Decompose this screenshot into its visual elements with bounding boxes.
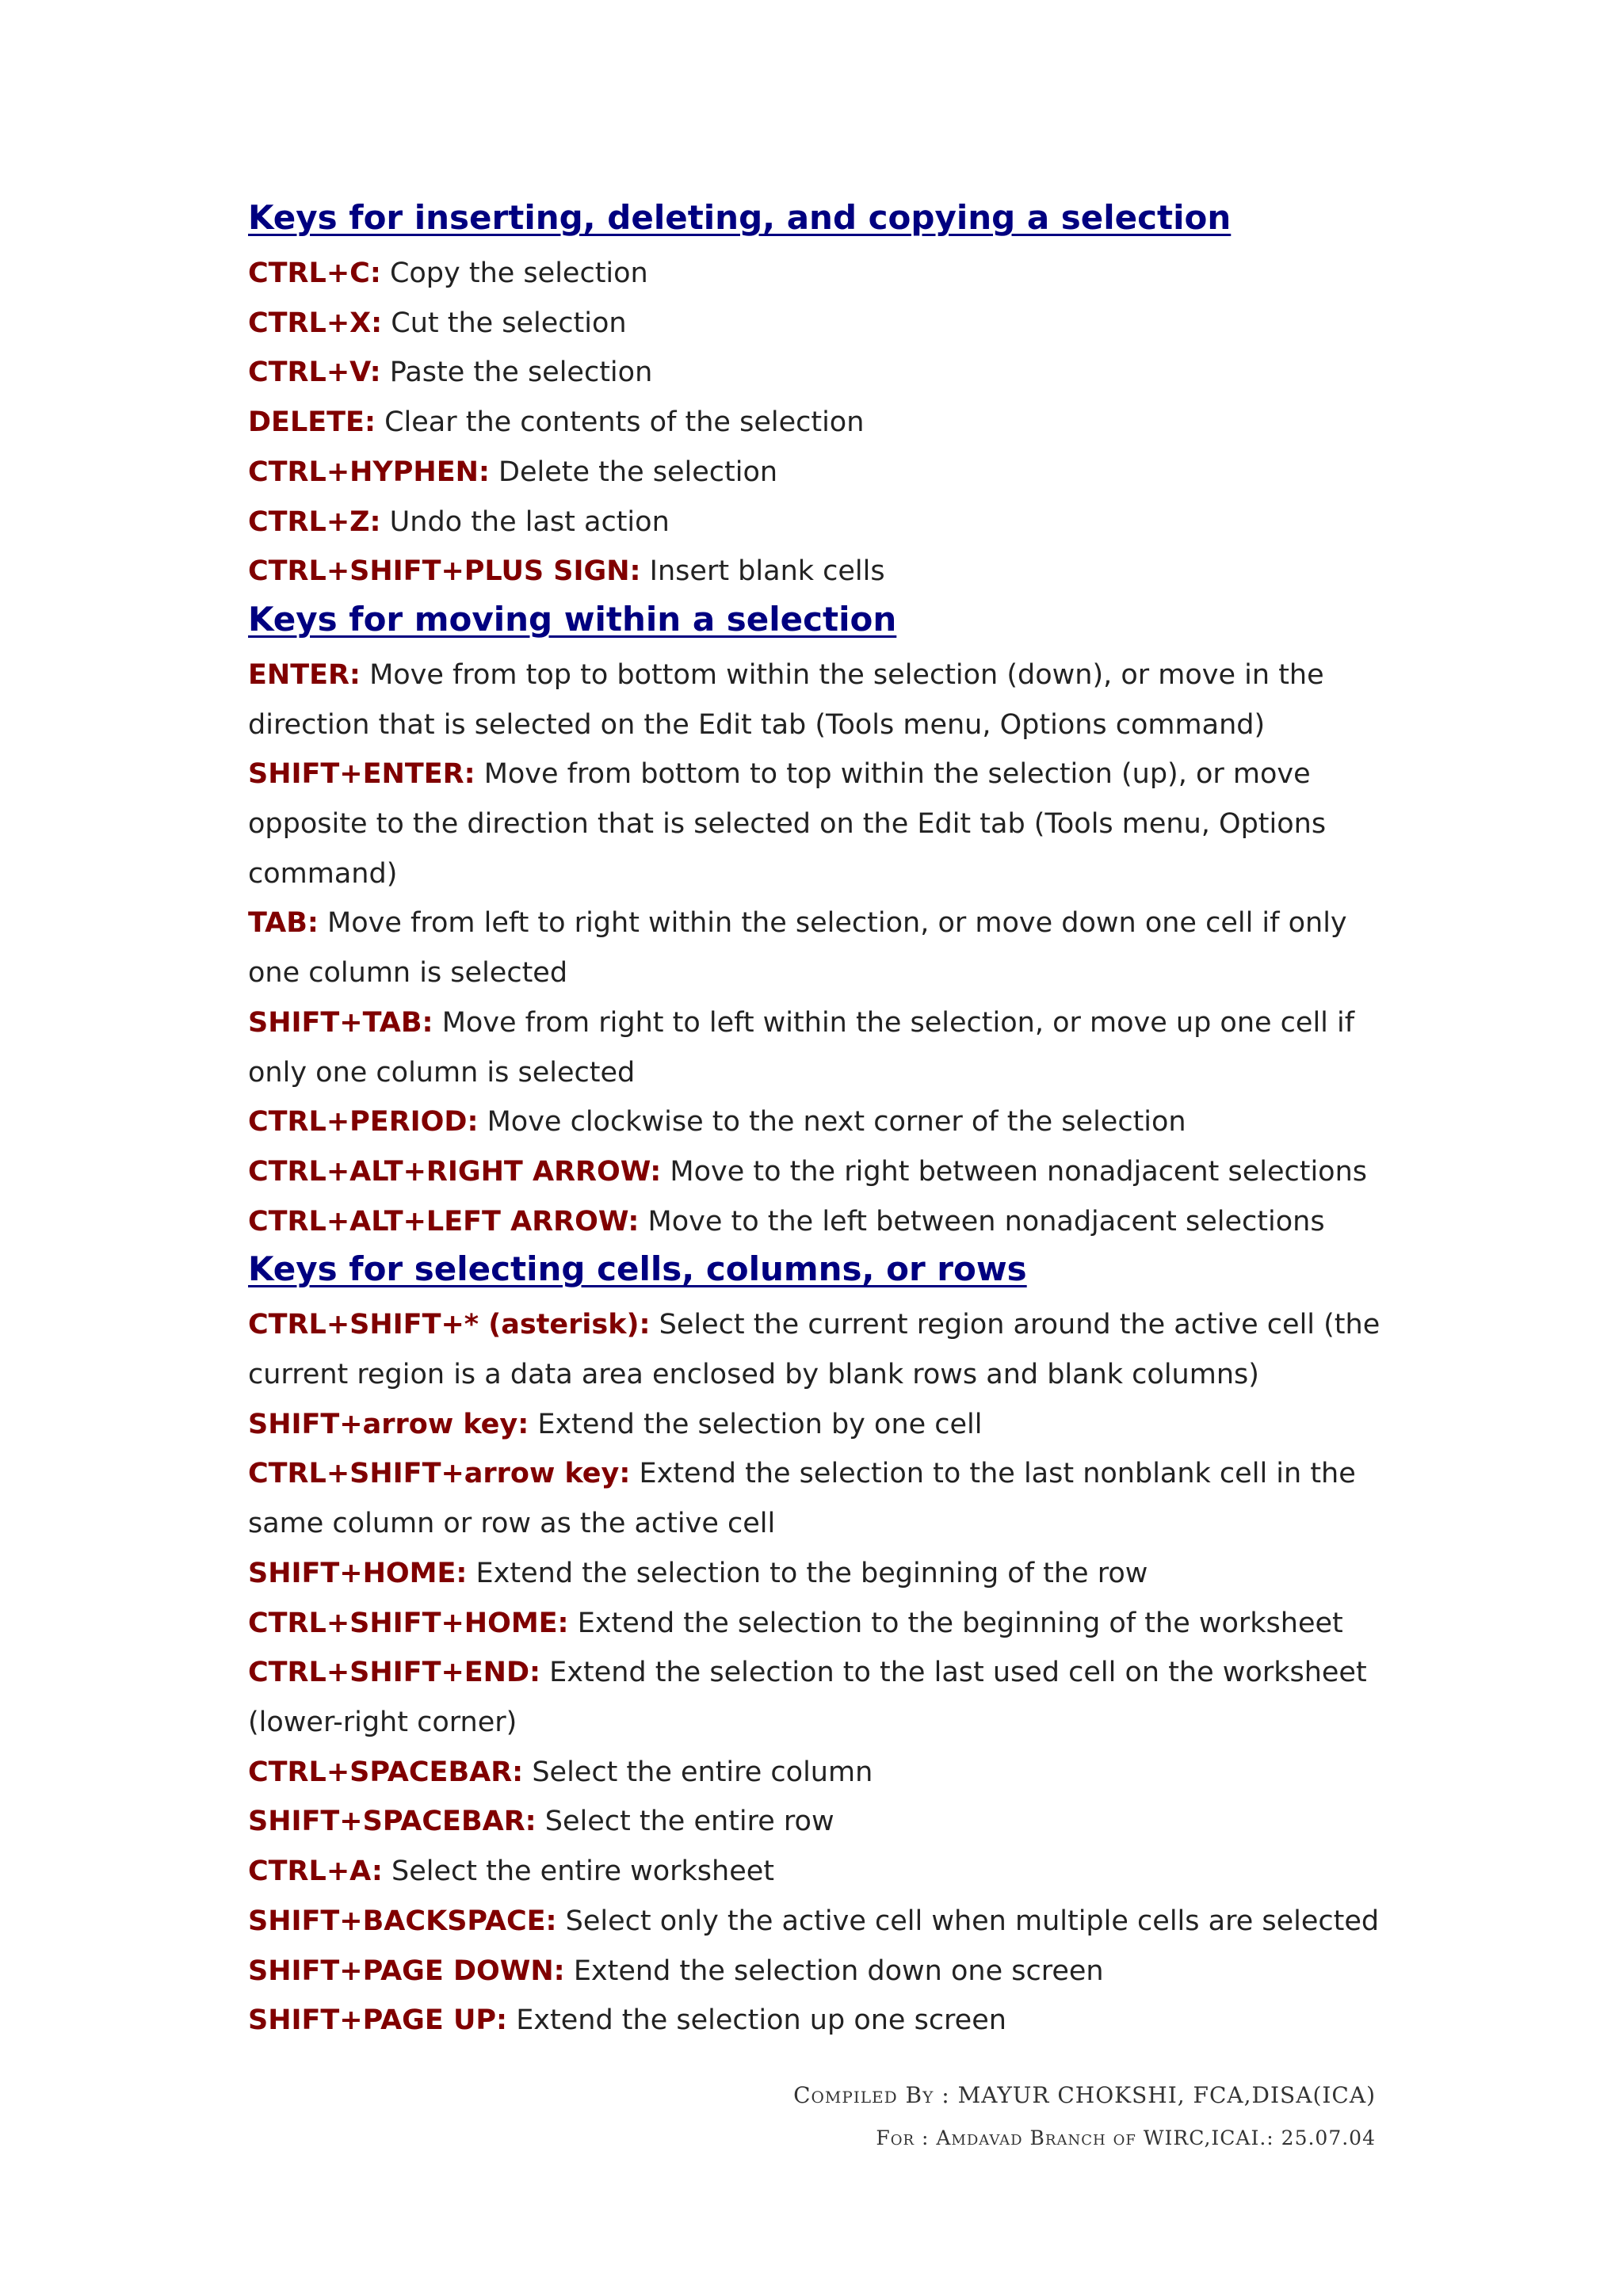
shortcut-entry (248, 1797, 1389, 1847)
shortcut-entry (248, 650, 1389, 749)
shortcut-key: TAB: (248, 907, 319, 940)
section-heading: Keys for inserting, deleting, and copying a selection (248, 198, 1232, 237)
shortcut-key: CTRL+SHIFT+HOME: (248, 1607, 569, 1639)
shortcut-entry (248, 1549, 1389, 1599)
document-page (248, 195, 1389, 2046)
shortcut-key: SHIFT+ENTER: (248, 758, 475, 791)
shortcut-key: SHIFT+PAGE DOWN: (248, 1955, 565, 1987)
shortcut-entry (248, 1748, 1389, 1798)
section-heading: Keys for selecting cells, columns, or rows (248, 1249, 1027, 1289)
shortcut-key: ENTER: (248, 658, 361, 691)
shortcut-entry (248, 1097, 1389, 1147)
shortcut-entry (248, 1947, 1389, 1997)
shortcut-key: CTRL+V: (248, 357, 381, 389)
shortcut-entry (248, 1400, 1389, 1450)
shortcut-description: Paste the selection (380, 357, 653, 389)
shortcut-description: Extend the selection by one cell (529, 1408, 983, 1440)
shortcut-description: Move clockwise to the next corner of the selection (478, 1106, 1186, 1138)
shortcut-description: Extend the selection to the beginning of the row (467, 1557, 1148, 1589)
shortcut-description: Copy the selection (380, 257, 648, 289)
shortcut-entry (248, 1449, 1389, 1548)
shortcut-description: Move from top to bottom within the selection (down), or move in the direction that is selected on the Edit tab (Tools menu, Options command) (248, 658, 1324, 741)
shortcut-key: CTRL+HYPHEN: (248, 456, 490, 488)
shortcut-entry (248, 1147, 1389, 1197)
shortcut-key: SHIFT+BACKSPACE: (248, 1905, 557, 1937)
shortcut-description: Extend the selection to the last used cell on the worksheet (lower-right corner) (248, 1657, 1367, 1738)
shortcut-entry (248, 299, 1389, 349)
shortcut-key: SHIFT+arrow key: (248, 1408, 529, 1440)
shortcut-entry (248, 249, 1389, 299)
shortcut-key: CTRL+C: (248, 257, 381, 289)
shortcut-description: Extend the selection up one screen (507, 2004, 1006, 2037)
section-heading: Keys for moving within a selection (248, 599, 897, 639)
shortcut-entry (248, 547, 1389, 597)
shortcut-entry (248, 1648, 1389, 1747)
shortcut-entry (248, 1996, 1389, 2046)
shortcut-entry (248, 498, 1389, 547)
shortcut-key: CTRL+A: (248, 1855, 383, 1888)
shortcut-key: SHIFT+SPACEBAR: (248, 1806, 537, 1838)
shortcut-key: DELETE: (248, 406, 376, 439)
shortcut-description: Move to the right between nonadjacent selections (661, 1155, 1368, 1188)
shortcut-key: CTRL+SHIFT+arrow key: (248, 1458, 631, 1490)
shortcut-description: Move from right to left within the selection, or move up one cell if only one column is selected (248, 1006, 1355, 1089)
shortcut-description: Select the entire column (523, 1756, 873, 1788)
shortcut-key: SHIFT+TAB: (248, 1006, 433, 1039)
shortcut-description: Select the current region around the active cell (the current region is a data area enclosed by blank rows and blank columns) (248, 1309, 1381, 1391)
shortcut-description: Move from left to right within the selection, or move down one cell if only one column is selected (248, 907, 1347, 990)
shortcut-entry (248, 998, 1389, 1097)
shortcut-description: Move from bottom to top within the selection (up), or move opposite to the direction that is selected on the Edit tab (Tools menu, Options command) (248, 758, 1327, 890)
shortcut-key: CTRL+SHIFT+END: (248, 1657, 541, 1689)
shortcut-key: CTRL+Z: (248, 505, 381, 538)
shortcut-key: CTRL+ALT+RIGHT ARROW: (248, 1155, 662, 1188)
shortcut-key: SHIFT+PAGE UP: (248, 2004, 508, 2037)
shortcut-description: Undo the last action (380, 505, 670, 538)
shortcut-description: Move to the left between nonadjacent selections (639, 1205, 1325, 1238)
shortcut-description: Extend the selection to the beginning of the worksheet (568, 1607, 1343, 1639)
shortcut-entry (248, 1599, 1389, 1649)
shortcut-entry (248, 448, 1389, 498)
shortcut-description: Select the entire row (536, 1806, 834, 1838)
shortcut-entry (248, 1197, 1389, 1247)
shortcut-key: CTRL+SHIFT+PLUS SIGN: (248, 555, 641, 588)
shortcut-description: Extend the selection down one screen (564, 1955, 1104, 1987)
shortcut-key: CTRL+PERIOD: (248, 1106, 479, 1138)
shortcut-entry (248, 898, 1389, 997)
shortcut-description: Cut the selection (382, 307, 627, 339)
shortcut-entry (248, 1847, 1389, 1897)
footer-branch-date: For : Amdavad Branch of WIRC,ICAI.: 25.07.04 (876, 2126, 1376, 2149)
shortcut-key: CTRL+ALT+LEFT ARROW: (248, 1205, 640, 1238)
shortcut-entry (248, 398, 1389, 448)
shortcut-description: Select only the active cell when multiple cells are selected (556, 1905, 1380, 1937)
shortcut-key: CTRL+SHIFT+* (asterisk): (248, 1309, 651, 1341)
shortcut-entry (248, 1300, 1389, 1399)
shortcut-description: Insert blank cells (640, 555, 885, 588)
footer-compiled-by: Compiled By : MAYUR CHOKSHI, FCA,DISA(ICA) (793, 2082, 1376, 2108)
shortcut-description: Extend the selection to the last nonblank cell in the same column or row as the active cell (248, 1458, 1356, 1540)
shortcut-description: Clear the contents of the selection (375, 406, 865, 439)
shortcut-entry (248, 348, 1389, 398)
shortcut-key: CTRL+X: (248, 307, 383, 339)
shortcut-entry (248, 1897, 1389, 1947)
shortcut-key: SHIFT+HOME: (248, 1557, 468, 1589)
shortcut-entry (248, 749, 1389, 898)
shortcut-description: Select the entire worksheet (382, 1855, 775, 1888)
shortcut-description: Delete the selection (489, 456, 778, 488)
shortcut-key: CTRL+SPACEBAR: (248, 1756, 524, 1788)
